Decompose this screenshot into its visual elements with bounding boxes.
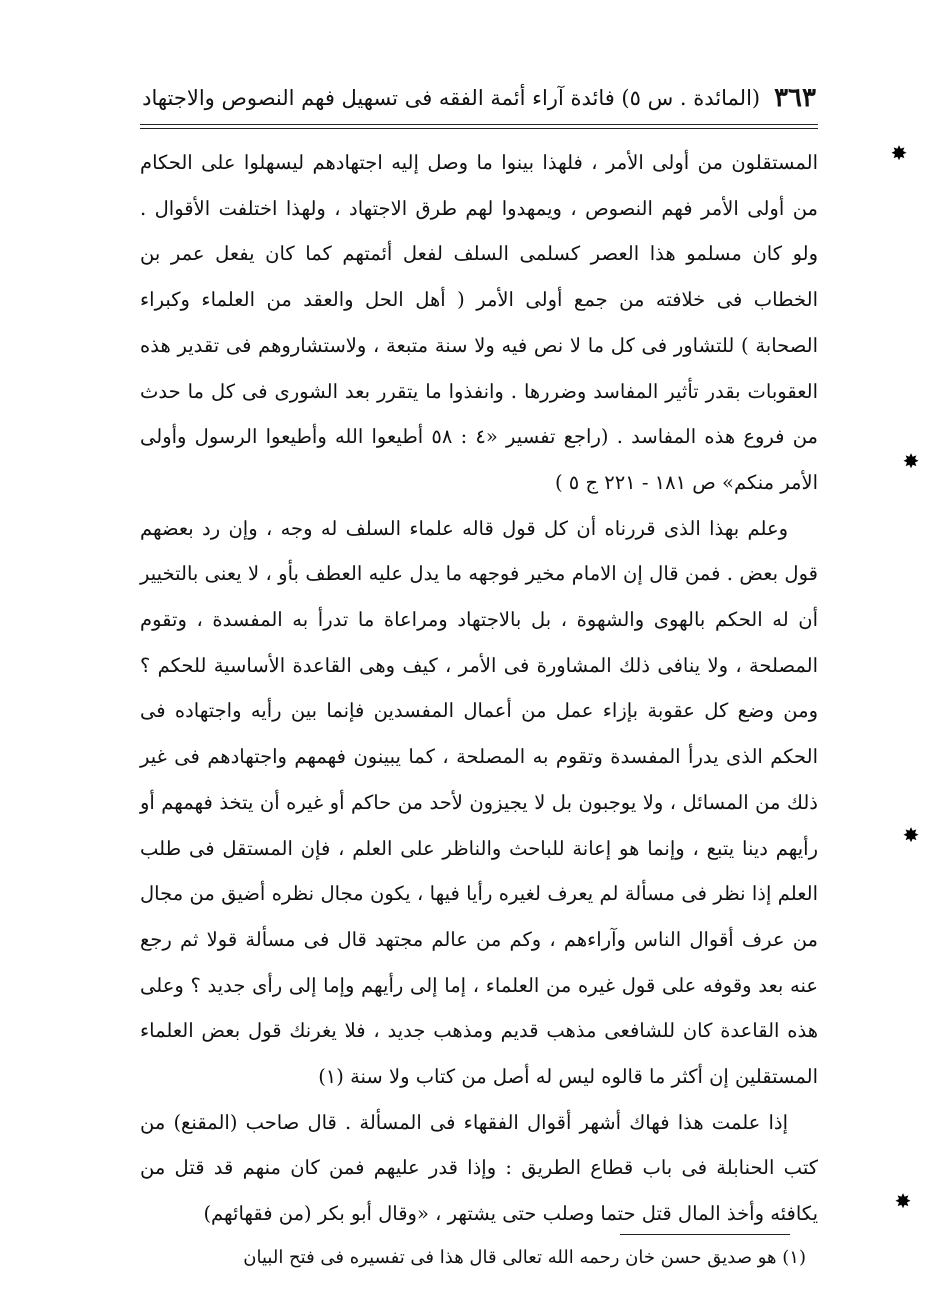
- header-rule: [140, 124, 818, 125]
- footnote-rule: [620, 1234, 790, 1235]
- paragraph-1: المستقلون من أولى الأمر ، فلهذا بينوا ما وصل إليه اجتهادهم ليسهلوا على الحكام من أولى الأمر فهم النصوص ، ويمهدوا لهم طرق الاجتهاد ، ولهذا اختلفت الأقوال . ولو كان مسلمو هذا العصر كسلمى السلف لفعل أئمتهم كما كان يفعل عمر بن الخطاب فى خلافته من جمع أولى الأمر ( أهل الحل والعقد من العلماء وكبراء الصحابة ) للتشاور فى كل ما لا نص فيه ولا سنة متبعة ، ولاستشاروهم فى تقدير هذه العقوبات بقدر تأثير المفاسد وضررها . وانفذوا ما يتقرر بعد الشورى فى كل ما حدث من فروع هذه المفاسد . (راجع تفسير «٤ : ٥٨ أطيعوا الله وأطيعوا الرسول وأولى الأمر منكم» ص ١٨١ - ٢٢١ ج ٥ ): [140, 151, 818, 494]
- paragraph-2: وعلم بهذا الذى قررناه أن كل قول قاله علماء السلف له وجه ، وإن رد بعضهم قول بعض . فمن قال إن الامام مخير فوجهه ما يدل عليه العطف بأو ، لا يعنى بالتخيير أن له الحكم بالهوى والشهوة ، بل بالاجتهاد ومراعاة ما تدرأ به المفسدة ، وتقوم المصلحة ، ولا ينافى ذلك المشاورة فى الأمر ، كيف وهى القاعدة الأساسية للحكم ؟ ومن وضع كل عقوبة بإزاء عمل من أعمال المفسدين فإنما بين رأيه واجتهاده فى الحكم الذى يدرأ المفسدة وتقوم به المصلحة ، كما يبينون فهمهم واجتهادهم فى غير ذلك من المسائل ، ولا يوجبون بل لا يجيزون لأحد من حاكم أو غيره أن يتخذ فهمهم أو رأيهم دينا يتبع ، وإنما هو إعانة للباحث والناظر على العلم ، فإن المستقل فى طلب العلم إذا نظر فى مسألة لم يعرف لغيره رأيا فيها ، يكون مجال نظره أضيق من مجال من عرف أقوال الناس وآراءهم ، وكم من عالم مجتهد قال فى مسألة قولا ثم رجع عنه بعد وقوفه على قول غيره من العلماء ، إما إلى رأيهم وإما إلى رأى جديد ؟ وعلى هذه القاعدة كان للشافعى مذهب قديم ومذهب جديد ، فلا يغرنك قول بعض العلماء المستقلين إن أكثر ما قالوه ليس له أصل من كتاب ولا سنة (١): [140, 516, 818, 1089]
- footnote: (١) هو صديق حسن خان رحمه الله تعالى قال هذا فى تفسيره فى فتح البيان: [243, 1247, 806, 1268]
- main-text: [140, 140, 819, 1226]
- page-number: ٣٦٣: [774, 83, 816, 113]
- margin-ornament-icon: ✸: [902, 449, 920, 473]
- running-head: (المائدة . س ٥) فائدة آراء أئمة الفقه فى تسهيل فهم النصوص والاجتهاد: [142, 86, 761, 110]
- page-header: [140, 80, 816, 116]
- margin-ornament-icon: ✸: [890, 141, 908, 165]
- margin-ornament-icon: ✸: [902, 823, 920, 847]
- header-rule-secondary: [140, 128, 818, 129]
- paragraph-3: إذا علمت هذا فهاك أشهر أقوال الفقهاء فى المسألة . قال صاحب (المقنع) من كتب الحنابلة فى باب قطاع الطريق : وإذا قدر عليهم فمن كان منهم قد قتل من يكافئه وأخذ المال قتل حتما وصلب حتى يشتهر ، «وقال أبو بكر (من فقهائهم): [140, 1110, 819, 1226]
- margin-ornament-icon: ✸: [894, 1189, 912, 1213]
